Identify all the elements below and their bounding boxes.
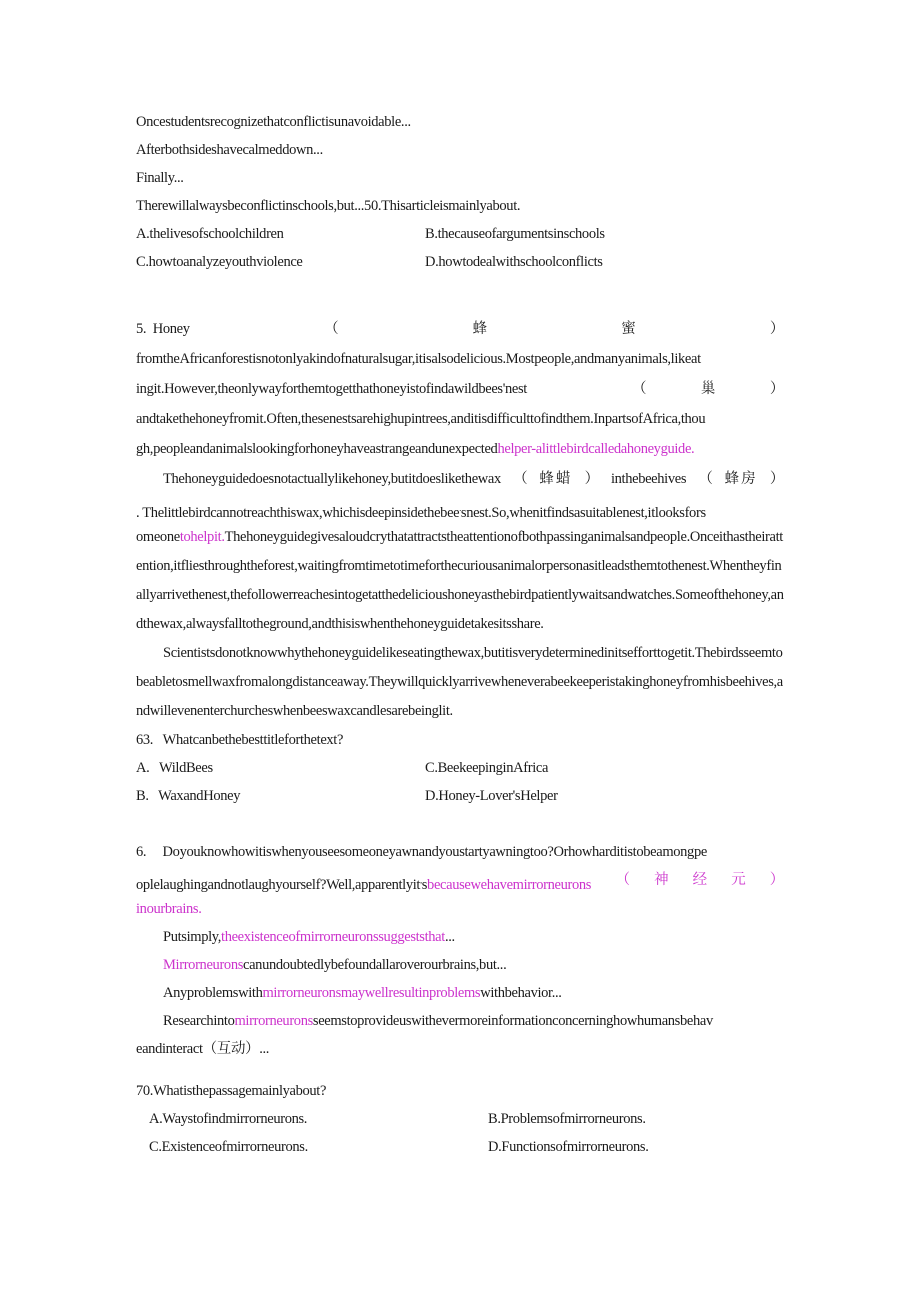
options-row [136, 754, 784, 782]
question-70: 70.Whatisthepassagemainlyabout? [136, 1083, 327, 1099]
option-b: B.Problemsofmirrorneurons. [488, 1111, 646, 1127]
highlight: helper-alittlebirdcalledahoneyguide. [497, 441, 695, 457]
text-line: Therewillalwaysbeconflictinschools,but...50.Thisarticleismainlyabout. [136, 198, 521, 214]
text-line: Anyproblemswithmirrorneuronsmaywellresultinproblemswithbehavior... [163, 985, 562, 1001]
text-line: ingit.However,theonlywayforthemtogetthathoneyistofindawildbees'nest （ 巢 ） [136, 381, 784, 397]
zh-char: 蜜 [621, 321, 636, 337]
text-line: inourbrains. [136, 901, 202, 917]
text-line: Putsimply,theexistenceofmirrorneuronssuggeststhat... [163, 929, 455, 945]
option-d: D.howtodealwithschoolconflicts [425, 254, 603, 270]
text-line: Finally... [136, 170, 184, 186]
text-line: Researchintomirrorneuronsseemstoprovideuswithevermoreinformationconcerninghowhumansbehav [163, 1013, 713, 1029]
text-line: gh,peopleandanimalslookingforhoneyhaveastrangeandunexpectedhelper-alittlebirdcalledahoneyguide. [136, 441, 695, 457]
paren-open: （ [324, 321, 339, 337]
option-a: A.thelivesofschoolchildren [136, 226, 284, 242]
text-line: Thehoneyguidedoesnotactuallylikehoney,butitdoeslikethewax （ 蜂蜡 ） inthebeehives （ 蜂房 ） [163, 471, 784, 487]
option-b: B. WaxandHoney [136, 788, 241, 804]
text-line: oplelaughingandnotlaughyourself?Well,apparentlyit,sbecausewehavemirrorneurons （ 神 经 元 ） [136, 872, 784, 893]
question-63: 63. Whatcanbethebesttitleforthetext? [136, 732, 344, 748]
option-b: B.thecauseofargumentsinschools [425, 226, 605, 242]
text-line: . Thelittlebirdcannotreachthiswax,whichisdeepinsidethebee.snest.So,whenitfindsasuitablenest,itlooksfors [136, 504, 706, 521]
text-line: Oncestudentsrecognizethatconflictisunavoidable... [136, 114, 411, 130]
document-page [136, 108, 784, 1161]
options-row [136, 1133, 784, 1161]
options-row [136, 248, 784, 276]
option-a: A.Waystofindmirrorneurons. [149, 1111, 308, 1127]
text-line: eandinteract（互动）... [136, 1041, 270, 1057]
text-line: fromtheAfricanforestisnotonlyakindofnaturalsugar,itisalsodelicious.Mostpeople,andmanyanimals,likeat [136, 351, 701, 367]
option-d: D.Functionsofmirrorneurons. [488, 1139, 649, 1155]
option-d: D.Honey-Lover'sHelper [425, 788, 558, 804]
highlight: tohelpit. [179, 529, 225, 545]
options-row [136, 220, 784, 248]
option-c: C.BeekeepinginAfrica [425, 760, 549, 776]
question-number-honey: 5. Honey [136, 321, 190, 337]
text-line: Mirrorneuronscanundoubtedlybefoundallaroverourbrains,but... [163, 957, 507, 973]
zh-char: 蜂 [472, 321, 487, 337]
text-line: Afterbothsideshavecalmeddown... [136, 142, 323, 158]
paragraph: Scientistsdonotknowwhythehoneyguidelikeseatingthewax,butitisverydeterminedinitsefforttogetit.Thebirdsseemtobeabletosmellwaxfromalongdistanceaway.Theywillquicklyarrivewheneverabeekeeperistakinghoneyfromhisbeehives,andwillevenenterchurcheswhenbeeswaxcandlesarebeinglit. [136, 645, 783, 719]
passage-heading-line [136, 314, 784, 344]
options-row [136, 1105, 784, 1133]
options-row [136, 782, 784, 810]
paren-close: ） [769, 321, 784, 337]
text-line: andtakethehoneyfromit.Often,thesenestsarehighupintrees,anditisdifficulttofindthem.InpartsofAfrica,thou [136, 411, 706, 427]
paragraph: omeonetohelpit.Thehoneyguidegivesaloudcrythatattractstheattentionofbothpassinganimalsandpeople.Onceithastheirattention,itfliesthroughtheforest,waitingfromtimetotimeforthecuriousanimalorpersonasitleadsthemtothenest.Whentheyfinallyarrivethenest,thefollowerreachesintogetatthedelicioushoneyasthebirdpatientlywaitsandwatches.Someofthehoney,andthewax,alwaysfalltotheground,andthisiswhenthehoneyguidetakesitsshare. [136, 529, 784, 632]
option-c: C.Existenceofmirrorneurons. [149, 1139, 308, 1155]
text-line: 6. Doyouknowhowitiswhenyouseesomeoneyawnandyoustartyawningtoo?Orhowharditistobeamongpe [136, 844, 707, 860]
option-c: C.howtoanalyzeyouthviolence [136, 254, 303, 270]
option-a: A. WildBees [136, 760, 213, 776]
